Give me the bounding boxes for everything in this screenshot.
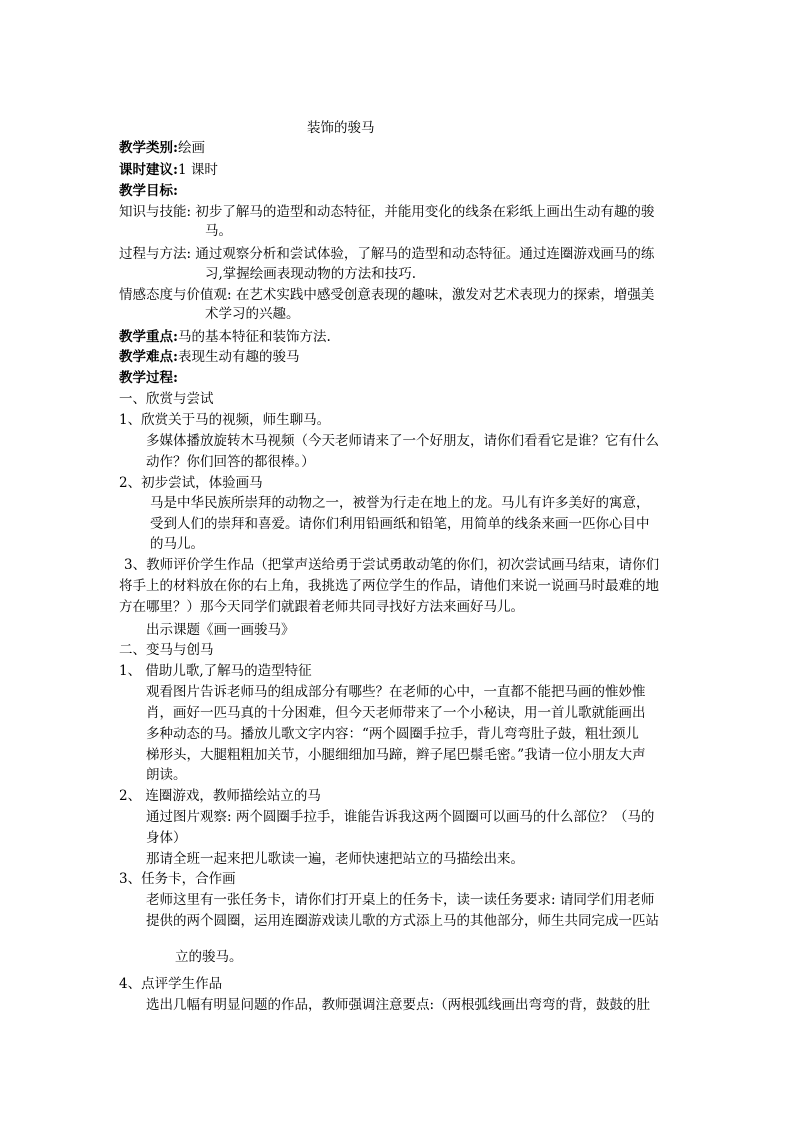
category-label: 教学类别: <box>119 140 178 156</box>
part2-step2-text: 通过图片观察: 两个圆圈手拉手，谁能告诉我这两个圆圈可以画马的什么部位？（马的 <box>146 809 655 825</box>
part2-step4-text: 选出几幅有明显问题的作品，教师强调注意要点:（两根弧线画出弯弯的背，鼓鼓的肚 <box>146 997 651 1013</box>
part1-step1-text: 多媒体播放旋转木马视频（今天老师请来了一个好朋友，请你们看看它是谁？它有什么 <box>146 433 659 449</box>
key-point-value: 马的基本特征和装饰方法. <box>177 329 331 345</box>
part2-step1-text-cont4: 朗读。 <box>146 767 187 783</box>
part1-step2-text-cont2: 的马儿。 <box>150 536 204 552</box>
part2-step3-text-cont2: 立的骏马。 <box>175 949 243 965</box>
part2-step3-heading: 3、任务卡，合作画 <box>119 871 236 887</box>
part2-step2-text-cont2: 那请全班一起来把儿歌读一遍，老师快速把站立的马描绘出来。 <box>146 851 524 867</box>
part2-step4-heading: 4、点评学生作品 <box>119 976 223 992</box>
objective-emotion-cont: 术学习的兴趣。 <box>205 306 300 322</box>
part1-step3-text-cont1: 将手上的材料放在你的右上角，我挑选了两位学生的作品，请他们来说一说画马时最难的地 <box>119 578 659 594</box>
process-label: 教学过程: <box>119 370 178 386</box>
part1-step2-heading: 2、初步尝试，体验画马 <box>119 475 263 491</box>
part1-heading: 一、欣赏与尝试 <box>119 391 214 407</box>
category-line <box>119 138 205 158</box>
part2-step1-heading: 1、 借助儿歌,了解马的造型特征 <box>119 663 312 679</box>
part2-step1-text-cont1: 肖，画好一匹马真的十分困难，但今天老师带来了一个小秘诀，用一首儿歌就能画出 <box>146 705 646 721</box>
part1-step2-text: 马是中华民族所崇拜的动物之一，被誉为行走在地上的龙。马儿有许多美好的寓意， <box>150 495 650 511</box>
part1-step2-text-cont1: 受到人们的崇拜和喜爱。请你们利用铅画纸和铅笔，用简单的线条来画一匹你心目中 <box>150 516 650 532</box>
part2-step3-text: 老师这里有一张任务卡，请你们打开桌上的任务卡，读一读任务要求: 请同学们用老师 <box>146 892 655 908</box>
objective-knowledge-cont: 马。 <box>205 223 232 239</box>
objective-knowledge: 知识与技能: 初步了解马的造型和动态特征，并能用变化的线条在彩纸上画出生动有趣的骏 <box>119 204 655 220</box>
key-point-line <box>119 327 331 347</box>
part2-heading: 二、变马与创马 <box>119 642 214 658</box>
part2-step2-text-cont1: 身体） <box>146 830 187 846</box>
part2-step2-heading: 2、 连圈游戏，教师描绘站立的马 <box>119 788 321 804</box>
part2-step1-text-cont2: 多种动态的马。播放儿歌文字内容：“两个圆圈手拉手，背儿弯弯肚子鼓，粗壮颈儿 <box>146 726 639 742</box>
part2-step1-text: 观看图片告诉老师马的组成部分有哪些？在老师的心中，一直都不能把马画的惟妙惟 <box>146 684 646 700</box>
hours-line <box>119 160 218 180</box>
key-point-label: 教学重点: <box>119 329 178 345</box>
part1-step1-text-cont: 动作？你们回答的都很棒。） <box>146 454 315 470</box>
difficulty-line <box>119 347 299 367</box>
objective-emotion: 情感态度与价值观: 在艺术实践中感受创意表现的趣味，激发对艺术表现力的探索，增强美 <box>119 287 655 303</box>
objective-process-cont: 习,掌握绘画表现动物的方法和技巧. <box>205 266 417 282</box>
part2-step1-text-cont3: 梯形头，大腿粗粗加关节，小腿细细加马蹄，辫子尾巴鬃毛密。”我请一位小朋友大声 <box>146 747 646 763</box>
hours-label: 课时建议: <box>119 162 178 178</box>
page-title: 装饰的骏马 <box>307 120 375 136</box>
part2-step3-text-cont1: 提供的两个圆圈，运用连圈游戏读儿歌的方式添上马的其他部分，师生共同完成一匹站 <box>146 913 659 929</box>
part1-step3-text: 3、教师评价学生作品（把掌声送给勇于尝试勇敢动笔的你们，初次尝试画马结束，请你们 <box>124 557 660 573</box>
difficulty-label: 教学难点: <box>119 349 178 365</box>
category-value: 绘画 <box>177 140 205 156</box>
objective-process: 过程与方法: 通过观察分析和尝试体验，了解马的造型和动态特征。通过连圈游戏画马的练 <box>119 246 655 262</box>
difficulty-value: 表现生动有趣的骏马 <box>177 349 300 365</box>
part1-step1-heading: 1、欣赏关于马的视频，师生聊马。 <box>119 412 331 428</box>
hours-value: 1 课时 <box>177 162 218 178</box>
part1-topic: 出示课题《画一画骏马》 <box>146 622 295 638</box>
objectives-label: 教学目标: <box>119 183 178 199</box>
part1-step3-text-cont2: 方在哪里？）那今天同学们就跟着老师共同寻找好方法来画好马儿。 <box>119 599 524 615</box>
